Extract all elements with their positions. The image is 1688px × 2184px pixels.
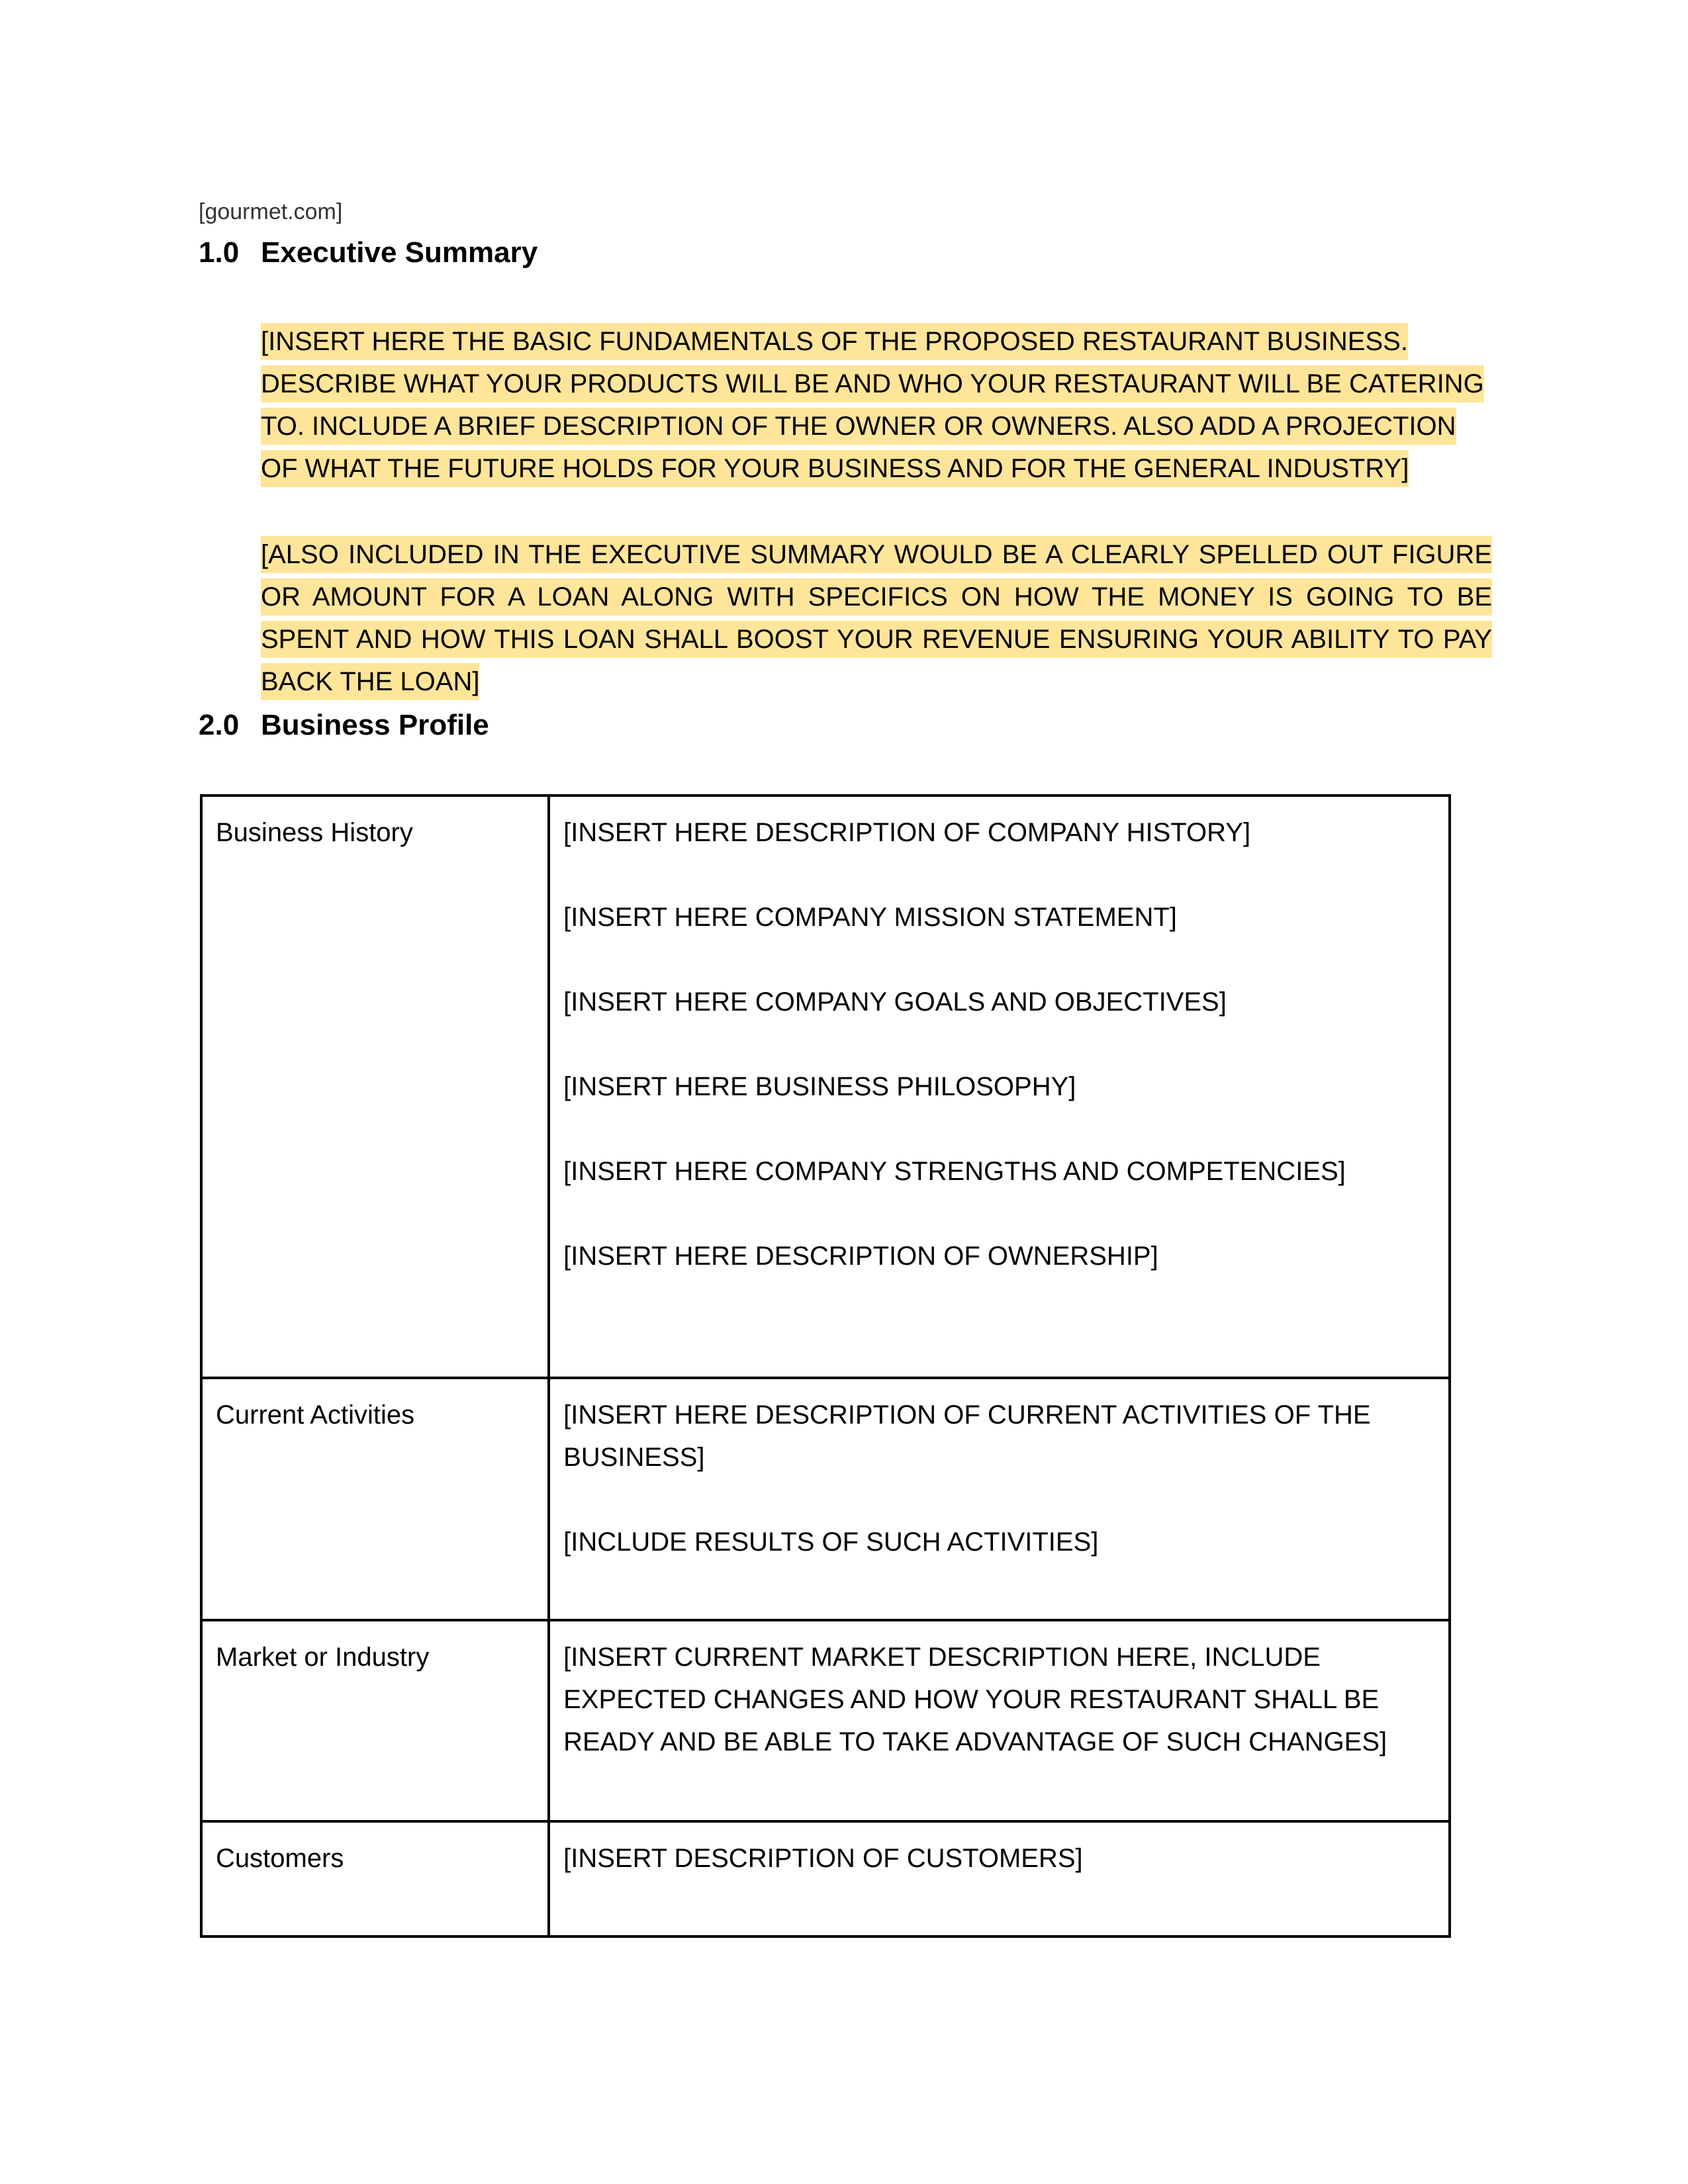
placeholder-line: [INSERT HERE DESCRIPTION OF OWNERSHIP] (563, 1242, 1158, 1271)
placeholder-line: [INCLUDE RESULTS OF SUCH ACTIVITIES] (563, 1527, 1099, 1557)
table-row (201, 796, 1450, 1378)
row-content-business-history (549, 796, 1450, 1378)
placeholder-line: [INSERT DESCRIPTION OF CUSTOMERS] (563, 1844, 1083, 1873)
placeholder-line: [INSERT CURRENT MARKET DESCRIPTION HERE, INCLUDE EXPECTED CHANGES AND HOW YOUR RESTAURANT SHALL BE READY AND BE ABLE TO TAKE ADVANTAGE OF SUCH CHANGES] (563, 1643, 1387, 1756)
executive-summary-paragraph (261, 320, 1492, 490)
placeholder-line: [INSERT HERE COMPANY GOALS AND OBJECTIVES] (563, 987, 1227, 1017)
table-row (201, 1620, 1450, 1821)
section-number: 2.0 (199, 709, 240, 741)
business-profile-table (200, 794, 1451, 1938)
row-label-customers: Customers (201, 1821, 549, 1936)
placeholder-line: [INSERT HERE DESCRIPTION OF COMPANY HISTORY] (563, 818, 1251, 847)
placeholder-line: [INSERT HERE COMPANY MISSION STATEMENT] (563, 903, 1177, 932)
placeholder-line: [INSERT HERE BUSINESS PHILOSOPHY] (563, 1072, 1076, 1101)
section-title: Business Profile (261, 709, 489, 741)
row-content-current-activities (549, 1378, 1450, 1620)
source-label: [gourmet.com] (199, 199, 343, 224)
section-title: Executive Summary (261, 236, 538, 269)
row-label-business-history: Business History (201, 796, 549, 1378)
placeholder-line: [INSERT HERE DESCRIPTION OF CURRENT ACTIVITIES OF THE BUSINESS] (563, 1400, 1371, 1472)
highlighted-placeholder-text: [INSERT HERE THE BASIC FUNDAMENTALS OF THE PROPOSED RESTAURANT BUSINESS. DESCRIBE WHAT YOUR PRODUCTS WILL BE AND WHO YOUR RESTAURANT WILL BE CATERING TO. INCLUDE A BRIEF DESCRIPTION OF THE OWNER OR OWNERS. ALSO ADD A PROJECTION OF WHAT THE FUTURE HOLDS FOR YOUR BUSINESS AND FOR THE GENERAL INDUSTRY] (261, 323, 1484, 487)
table-row (201, 1378, 1450, 1620)
row-content-market-or-industry (549, 1620, 1450, 1821)
placeholder-line: [INSERT HERE COMPANY STRENGTHS AND COMPETENCIES] (563, 1157, 1346, 1186)
section-heading-business-profile (199, 705, 489, 745)
row-label-market-or-industry: Market or Industry (201, 1620, 549, 1821)
row-content-customers (549, 1821, 1450, 1936)
row-label-current-activities: Current Activities (201, 1378, 549, 1620)
section-heading-executive-summary (199, 233, 538, 273)
highlighted-placeholder-text: [ALSO INCLUDED IN THE EXECUTIVE SUMMARY WOULD BE A CLEARLY SPELLED OUT FIGURE OR AMOUNT FOR A LOAN ALONG WITH SPECIFICS ON HOW THE MONEY IS GOING TO BE SPENT AND HOW THIS LOAN SHALL BOOST YOUR REVENUE ENSURING YOUR ABILITY TO PAY BACK THE LOAN] (261, 536, 1492, 700)
section-number: 1.0 (199, 236, 240, 269)
loan-summary-paragraph (261, 533, 1492, 703)
table-row (201, 1821, 1450, 1936)
